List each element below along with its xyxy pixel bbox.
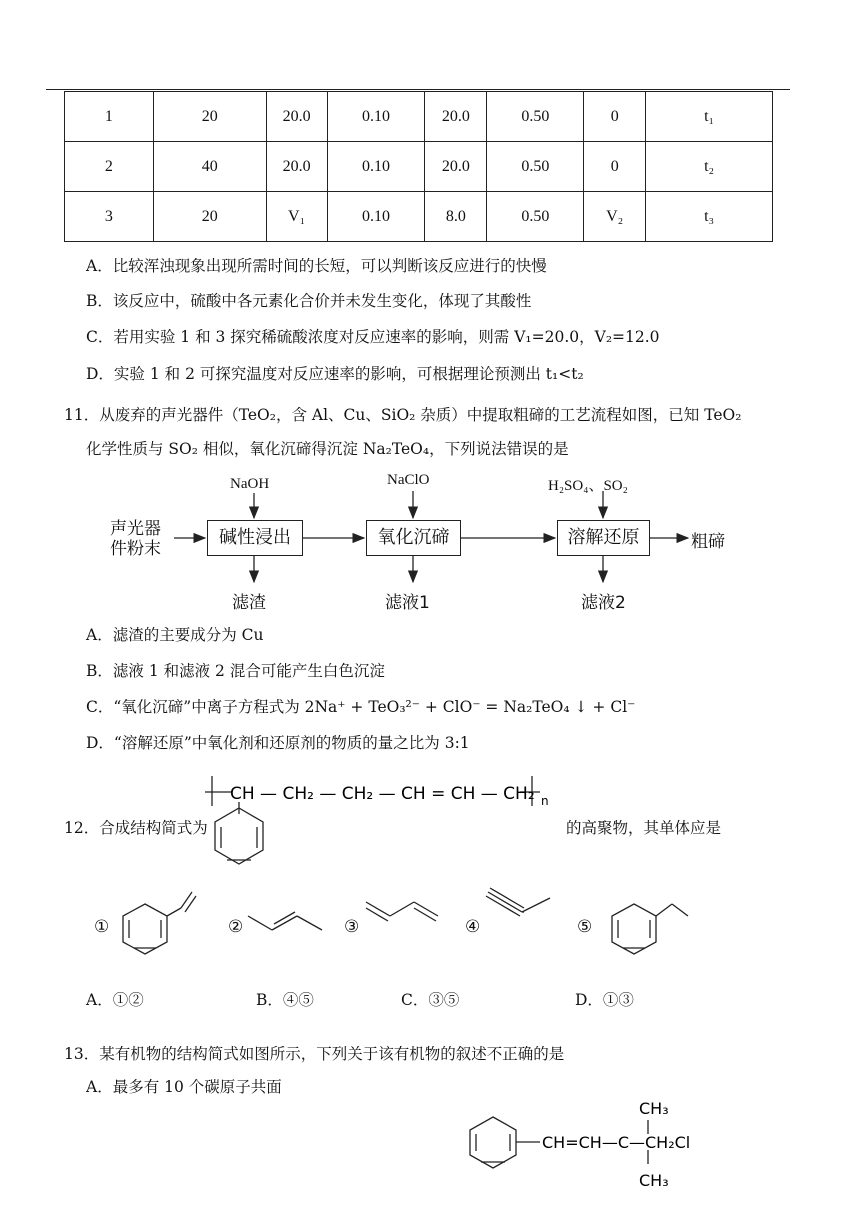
- flow-waste-filtrate2: 滤液2: [581, 593, 626, 613]
- flow-start-line1: 声光器: [110, 519, 161, 539]
- table-cell: 0.50: [487, 92, 584, 142]
- monomer-label-3: ③: [344, 917, 360, 937]
- q12-option-b: B．④⑤: [256, 991, 314, 1009]
- table-cell: 0: [584, 92, 646, 142]
- flow-waste-residue: 滤渣: [232, 593, 266, 613]
- q12-option-d: D．①③: [575, 991, 634, 1009]
- q12-option-a: A．①②: [86, 991, 144, 1009]
- polymer-n: n: [541, 794, 549, 808]
- q11-stem-line1: 11．从废弃的声光器件（TeO₂，含 Al、Cu、SiO₂ 杂质）中提取粗碲的工艺流程如图，已知 TeO₂: [64, 406, 742, 424]
- q11-stem-line2: 化学性质与 SO₂ 相似，氧化沉碲得沉淀 Na₂TeO₄，下列说法错误的是: [86, 440, 569, 458]
- table-cell: 40: [153, 142, 266, 192]
- flow-product: 粗碲: [691, 532, 725, 552]
- table-cell: V₂: [584, 192, 646, 242]
- table-cell: t₃: [646, 192, 773, 242]
- table-cell: 0.50: [487, 142, 584, 192]
- table-cell: V₁: [266, 192, 327, 242]
- flow-step-oxidation: 氧化沉碲: [366, 520, 461, 556]
- q10-option-c: C．若用实验 1 和 3 探究稀硫酸浓度对反应速率的影响，则需 V₁=20.0，V₂=12.0: [86, 328, 660, 346]
- q10-option-d: D．实验 1 和 2 可探究温度对反应速率的影响，可根据理论预测出 t₁<t₂: [86, 365, 584, 383]
- table-cell: 3: [65, 192, 154, 242]
- q13-methyl-bottom: CH₃: [639, 1171, 669, 1190]
- flow-reagent-h2so4-so2: H₂SO₄、SO₂: [548, 478, 628, 494]
- table-cell: 0.10: [327, 92, 425, 142]
- polymer-structure-svg: [200, 770, 560, 870]
- table-cell: 0.50: [487, 192, 584, 242]
- monomer-label-2: ②: [228, 917, 244, 937]
- q11-option-b: B．滤液 1 和滤液 2 混合可能产生白色沉淀: [86, 662, 385, 680]
- q13-chain: CH=CH—C—CH₂Cl: [542, 1133, 691, 1152]
- table-cell: t₁: [646, 92, 773, 142]
- flow-start-line2: 件粉末: [110, 539, 161, 559]
- table-cell: 20.0: [425, 92, 487, 142]
- q11-option-a: A．滤渣的主要成分为 Cu: [86, 626, 264, 644]
- table-cell: 2: [65, 142, 154, 192]
- flow-step-reduction: 溶解还原: [557, 520, 650, 556]
- q13-structure-svg: [460, 1092, 750, 1196]
- q12-stem: 12．合成结构简式为: [64, 819, 208, 837]
- monomer-label-5: ⑤: [577, 917, 593, 937]
- q11-option-d: D．“溶解还原”中氧化剂和还原剂的物质的量之比为 3:1: [86, 734, 470, 752]
- table-cell: 20: [153, 92, 266, 142]
- monomer-label-4: ④: [465, 917, 481, 937]
- q13-methyl-top: CH₃: [639, 1099, 669, 1118]
- q10-option-a: A．比较浑浊现象出现所需时间的长短，可以判断该反应进行的快慢: [86, 257, 547, 275]
- table-cell: t₂: [646, 142, 773, 192]
- q13-stem: 13．某有机物的结构简式如图所示，下列关于该有机物的叙述不正确的是: [64, 1045, 565, 1063]
- q13-option-a: A．最多有 10 个碳原子共面: [86, 1078, 282, 1096]
- flow-reagent-naclo: NaClO: [387, 472, 430, 488]
- monomer-label-1: ①: [94, 917, 110, 937]
- flow-reagent-naoh: NaOH: [230, 476, 270, 492]
- flow-step-alkaline-leach: 碱性浸出: [207, 520, 303, 556]
- table-cell: 0: [584, 142, 646, 192]
- table-cell: 20.0: [266, 92, 327, 142]
- q10-option-b: B．该反应中，硫酸中各元素化合价并未发生变化，体现了其酸性: [86, 292, 532, 310]
- table-cell: 20: [153, 192, 266, 242]
- q11-option-c: C．“氧化沉碲”中离子方程式为 2Na⁺ + TeO₃²⁻ + ClO⁻ = Na₂TeO₄ ↓ + Cl⁻: [86, 698, 636, 716]
- polymer-chain: CH — CH₂ — CH₂ — CH = CH — CH₂: [230, 784, 535, 804]
- table-cell: 1: [65, 92, 154, 142]
- table-cell: 0.10: [327, 142, 425, 192]
- q12-stem-end: 的高聚物，其单体应是: [566, 819, 722, 837]
- table-cell: 8.0: [425, 192, 487, 242]
- table-cell: 20.0: [425, 142, 487, 192]
- monomer-structures: [0, 880, 860, 960]
- table-cell: 0.10: [327, 192, 425, 242]
- q12-option-c: C．③⑤: [401, 991, 460, 1009]
- flow-waste-filtrate1: 滤液1: [385, 593, 430, 613]
- table-cell: 20.0: [266, 142, 327, 192]
